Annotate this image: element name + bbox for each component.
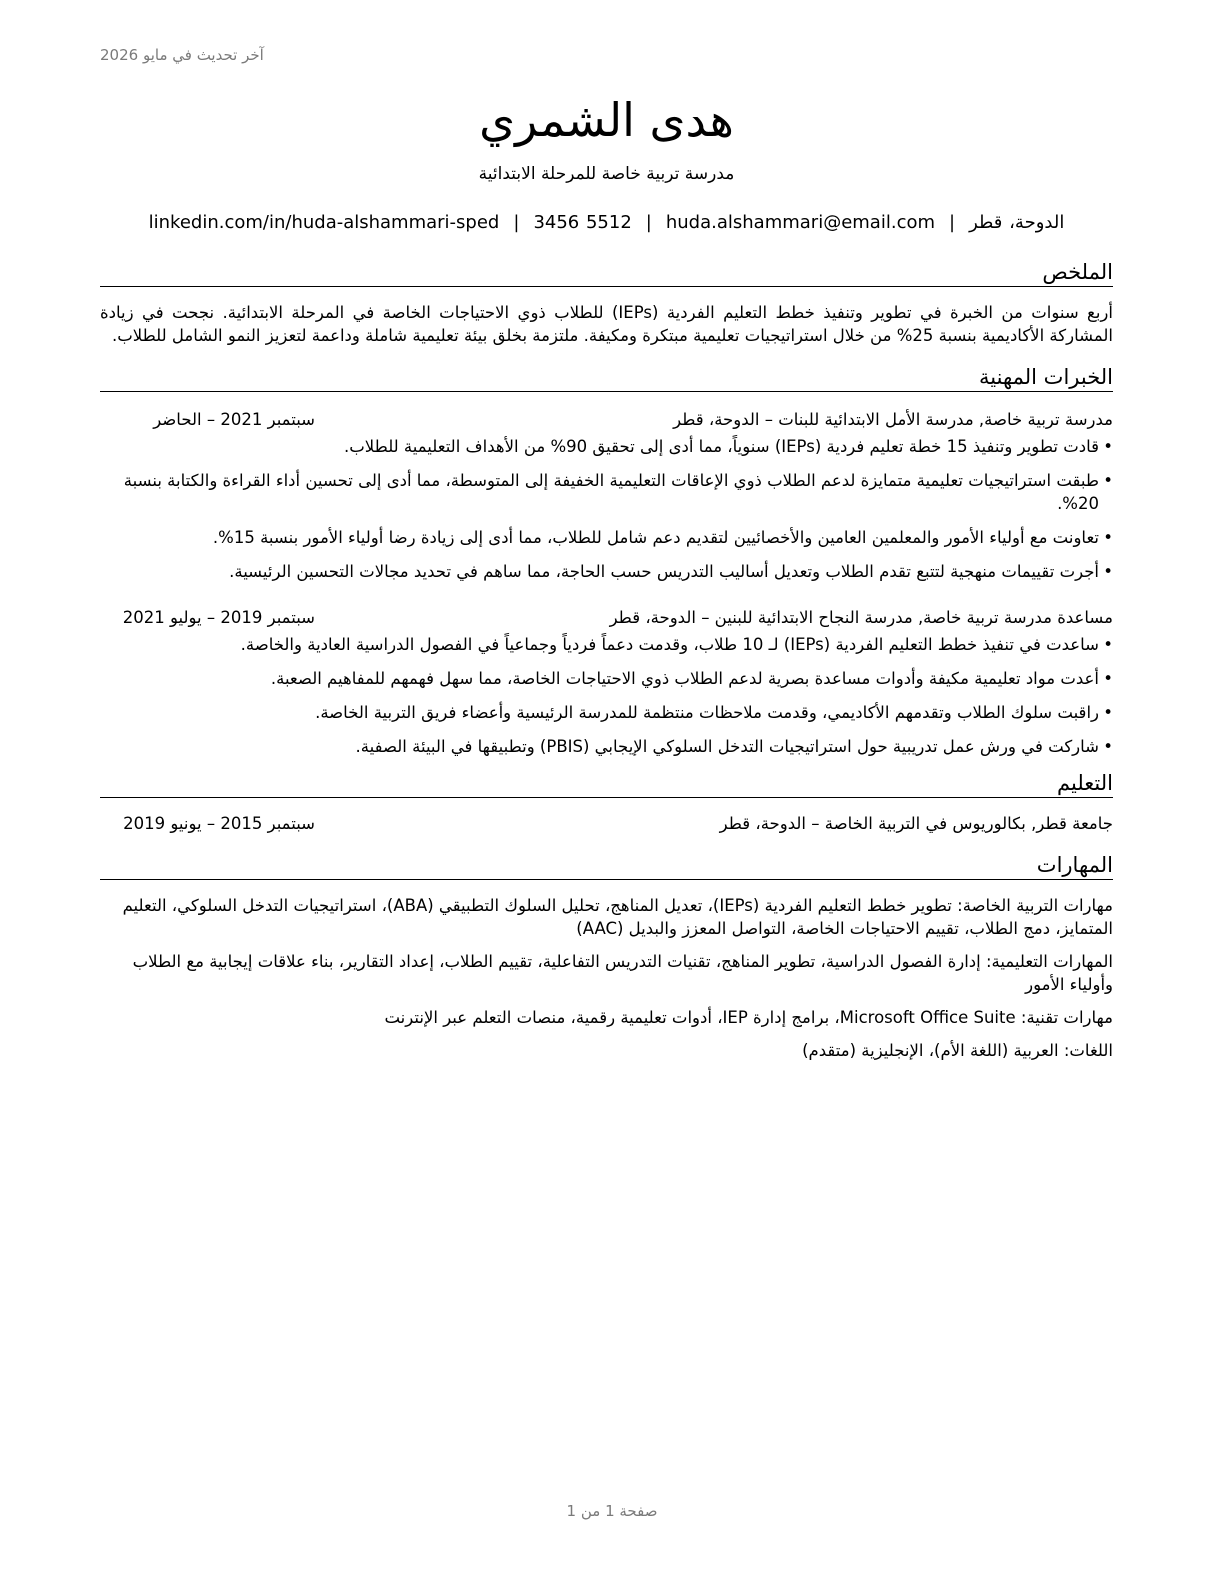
contact-email[interactable]: huda.alshammari@email.com [665, 212, 936, 233]
contact-separator: | [645, 212, 652, 233]
job-bullet: • ساعدت في تنفيذ خطط التعليم الفردية (IEPs) لـ 10 طلاب، وقدمت دعماً فردياً وجماعياً في الفصول الدراسية العادية والخاصة. [100, 633, 1113, 656]
page-number: صفحة 1 من 1 [566, 1502, 658, 1520]
job-bullet: • راقبت سلوك الطلاب وتقدمهم الأكاديمي، وقدمت ملاحظات منتظمة للمدرسة الرئيسية وأعضاء فريق التربية الخاصة. [100, 701, 1113, 724]
skills-heading: المهارات [100, 851, 1113, 880]
job-dates: سبتمبر 2021 – الحاضر [153, 410, 315, 429]
contact-linkedin[interactable]: linkedin.com/in/huda-alshammari-sped [148, 212, 500, 233]
education-heading: التعليم [100, 769, 1113, 798]
job-bullet: • قادت تطوير وتنفيذ 15 خطة تعليم فردية (IEPs) سنوياً، مما أدى إلى تحقيق 90% من الأهداف التعليمية للطلاب. [100, 435, 1113, 458]
job-role-org: مساعدة مدرسة تربية خاصة, مدرسة النجاح الابتدائية للبنين – الدوحة، قطر [609, 608, 1113, 627]
education-degree-org: جامعة قطر, بكالوريوس في التربية الخاصة – الدوحة، قطر [719, 814, 1113, 833]
job-bullet: • أعدت مواد تعليمية مكيفة وأدوات مساعدة بصرية لدعم الطلاب ذوي الاحتياجات الخاصة، مما سهل فهمهم للمفاهيم الصعبة. [100, 667, 1113, 690]
resume-page [100, 0, 1113, 1062]
last-updated-note: آخر تحديث في مايو 2026 [100, 46, 264, 64]
summary-heading: الملخص [100, 258, 1113, 287]
job-bullet: • شاركت في ورش عمل تدريبية حول استراتيجيات التدخل السلوكي الإيجابي (PBIS) وتطبيقها في البيئة الصفية. [100, 735, 1113, 758]
skills-item: مهارات التربية الخاصة: تطوير خطط التعليم الفردية (IEPs)، تعديل المناهج، تحليل السلوك التطبيقي (ABA)، استراتيجيات التدخل السلوكي، التعليم المتمايز، دمج الطلاب، تقييم الاحتياجات الخاصة، التواصل المعزز والبديل (AAC) [122, 896, 1113, 938]
education-entry [100, 812, 1113, 835]
job-entry [100, 408, 1113, 583]
skills-item: المهارات التعليمية: إدارة الفصول الدراسية، تطوير المناهج، تقنيات التدريس التفاعلية، تقييم الطلاب، إعداد التقارير، بناء علاقات إيجابية مع الطلاب وأولياء الأمور [132, 952, 1113, 994]
contact-separator: | [513, 212, 520, 233]
contact-separator: | [949, 212, 956, 233]
job-dates: سبتمبر 2019 – يوليو 2021 [122, 608, 315, 627]
experience-heading: الخبرات المهنية [100, 363, 1113, 392]
job-entry [100, 606, 1113, 758]
job-bullet: • تعاونت مع أولياء الأمور والمعلمين العامين والأخصائيين لتقديم دعم شامل للطلاب، مما أدى إلى زيادة رضا أولياء الأمور بنسبة 15%. [100, 526, 1113, 549]
candidate-title: مدرسة تربية خاصة للمرحلة الابتدائية [478, 164, 735, 184]
job-bullet: • طبقت استراتيجيات تعليمية متمايزة لدعم الطلاب ذوي الإعاقات التعليمية الخفيفة إلى المتوسطة، مما أدى إلى تحسين أداء القراءة والكتابة بنسبة 20%. [100, 469, 1113, 515]
candidate-name: هدى الشمري [479, 93, 734, 147]
education-dates: سبتمبر 2015 – يونيو 2019 [123, 814, 315, 833]
summary-text: أربع سنوات من الخبرة في تطوير وتنفيذ خطط التعليم الفردية (IEPs) للطلاب ذوي الاحتياجات الخاصة في المرحلة الابتدائية. نجحت في زيادة المشاركة الأكاديمية بنسبة 25% من خلال استراتيجيات تعليمية مبتكرة ومكيفة. ملتزمة بخلق بيئة تعليمية شاملة وداعمة لتعزيز النمو الشامل للطلاب. [100, 303, 1113, 345]
skills-item: مهارات تقنية: Microsoft Office Suite، برامج إدارة IEP، أدوات تعليمية رقمية، منصات التعلم عبر الإنترنت [384, 1008, 1113, 1027]
contact-phone: 3456 5512 [533, 212, 632, 233]
job-bullet: • أجرت تقييمات منهجية لتتبع تقدم الطلاب وتعديل أساليب التدريس حسب الحاجة، مما ساهم في تحديد مجالات التحسين الرئيسية. [100, 560, 1113, 583]
skills-item: اللغات: العربية (اللغة الأم)، الإنجليزية (متقدم) [802, 1041, 1113, 1060]
contact-line [100, 210, 1113, 236]
job-role-org: مدرسة تربية خاصة, مدرسة الأمل الابتدائية للبنات – الدوحة، قطر [673, 410, 1113, 429]
contact-location: الدوحة، قطر [969, 212, 1065, 233]
